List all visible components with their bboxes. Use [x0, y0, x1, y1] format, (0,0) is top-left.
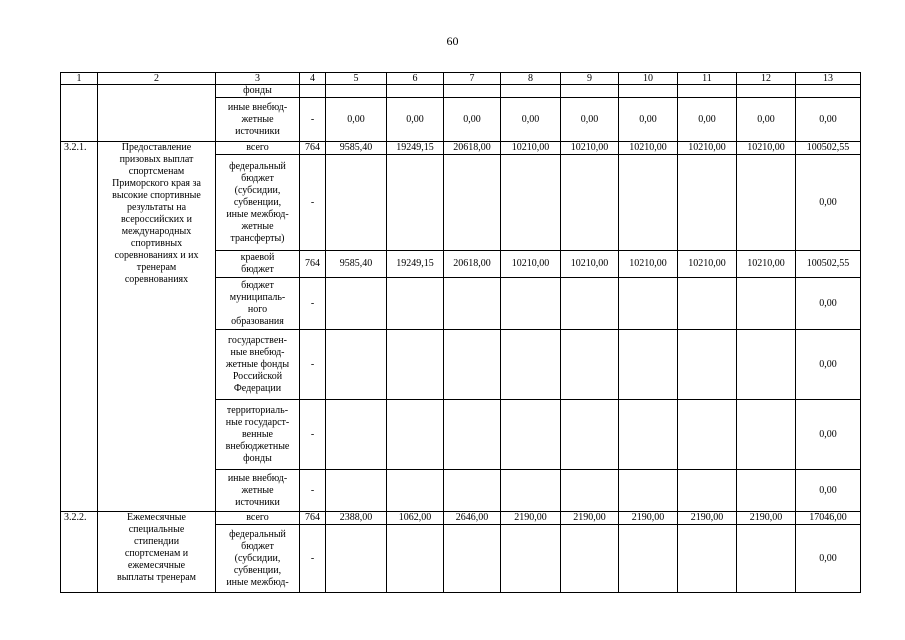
column-number-header: 9 [561, 73, 619, 85]
funding-source-cell: федеральный бюджет (субсидии, субвенции, иные межбюд- жетные трансферты) [216, 155, 300, 251]
amount-cell: 2190,00 [561, 512, 619, 525]
column-number-header: 4 [300, 73, 326, 85]
empty-cell [326, 278, 387, 330]
amount-cell: 0,00 [561, 98, 619, 142]
total-cell: 0,00 [796, 525, 861, 593]
amount-cell: 0,00 [501, 98, 561, 142]
item-code-cell: 3.2.1. [61, 142, 98, 512]
empty-cell [387, 400, 444, 470]
funding-source-cell: иные внебюд- жетные источники [216, 470, 300, 512]
empty-cell [619, 470, 678, 512]
budget-table [60, 72, 861, 593]
empty-cell [561, 470, 619, 512]
empty-cell [501, 85, 561, 98]
funding-source-cell: краевой бюджет [216, 251, 300, 278]
empty-cell [678, 278, 737, 330]
empty-cell [98, 85, 216, 142]
amount-cell: 2388,00 [326, 512, 387, 525]
empty-cell [501, 278, 561, 330]
amount-cell: 0,00 [444, 98, 501, 142]
column-number-header: 5 [326, 73, 387, 85]
column-number-header: 12 [737, 73, 796, 85]
empty-cell [326, 525, 387, 593]
empty-cell [326, 330, 387, 400]
amount-cell: 2190,00 [501, 512, 561, 525]
empty-cell [444, 525, 501, 593]
empty-cell [561, 155, 619, 251]
amount-cell: 10210,00 [561, 251, 619, 278]
amount-cell: 9585,40 [326, 142, 387, 155]
funding-source-cell: всего [216, 512, 300, 525]
column-number-header: 13 [796, 73, 861, 85]
funding-source-cell: федеральный бюджет (субсидии, субвенции, иные межбюд- [216, 525, 300, 593]
amount-cell: 10210,00 [501, 251, 561, 278]
amount-cell: 2190,00 [678, 512, 737, 525]
code-cell: 764 [300, 142, 326, 155]
empty-cell [501, 470, 561, 512]
amount-cell: 20618,00 [444, 251, 501, 278]
empty-cell [561, 278, 619, 330]
amount-cell: 10210,00 [501, 142, 561, 155]
empty-cell [737, 525, 796, 593]
page-number: 60 [446, 34, 459, 48]
amount-cell: 19249,15 [387, 142, 444, 155]
amount-cell: 0,00 [387, 98, 444, 142]
total-cell: 0,00 [796, 400, 861, 470]
empty-cell [444, 400, 501, 470]
total-cell: 0,00 [796, 98, 861, 142]
code-cell: - [300, 278, 326, 330]
empty-cell [737, 278, 796, 330]
amount-cell: 0,00 [619, 98, 678, 142]
amount-cell: 10210,00 [678, 142, 737, 155]
code-cell: - [300, 525, 326, 593]
empty-cell [444, 85, 501, 98]
column-number-header: 2 [98, 73, 216, 85]
code-cell [300, 85, 326, 98]
total-cell: 0,00 [796, 155, 861, 251]
empty-cell [561, 85, 619, 98]
empty-cell [501, 400, 561, 470]
amount-cell: 2190,00 [619, 512, 678, 525]
amount-cell: 0,00 [326, 98, 387, 142]
item-name-cell: Предоставление призовых выплат спортсменам Приморского края за высокие спортивные результаты на всероссийских и международных спортивных соревнованиях и их тренерам соревнованиях [98, 142, 216, 512]
empty-cell [619, 400, 678, 470]
funding-source-cell: иные внебюд- жетные источники [216, 98, 300, 142]
empty-cell [444, 470, 501, 512]
amount-cell: 0,00 [678, 98, 737, 142]
amount-cell: 19249,15 [387, 251, 444, 278]
amount-cell: 10210,00 [737, 142, 796, 155]
column-number-header: 11 [678, 73, 737, 85]
empty-cell [387, 278, 444, 330]
column-number-header: 10 [619, 73, 678, 85]
column-number-header: 8 [501, 73, 561, 85]
empty-cell [326, 400, 387, 470]
amount-cell: 2190,00 [737, 512, 796, 525]
table-row [61, 142, 861, 155]
funding-source-cell: государствен- ные внебюд- жетные фонды Российской Федерации [216, 330, 300, 400]
code-cell: 764 [300, 251, 326, 278]
empty-cell [326, 470, 387, 512]
code-cell: - [300, 155, 326, 251]
empty-cell [737, 400, 796, 470]
funding-source-cell: территориаль- ные государст- венные внебюджетные фонды [216, 400, 300, 470]
amount-cell: 20618,00 [444, 142, 501, 155]
empty-cell [737, 85, 796, 98]
funding-source-cell: бюджет муниципаль- ного образования [216, 278, 300, 330]
code-cell: - [300, 470, 326, 512]
column-number-row [61, 73, 861, 85]
total-cell: 0,00 [796, 470, 861, 512]
empty-cell [501, 330, 561, 400]
amount-cell: 1062,00 [387, 512, 444, 525]
empty-cell [326, 85, 387, 98]
amount-cell: 10210,00 [619, 142, 678, 155]
empty-cell [561, 525, 619, 593]
total-cell: 100502,55 [796, 251, 861, 278]
amount-cell: 10210,00 [737, 251, 796, 278]
total-cell: 17046,00 [796, 512, 861, 525]
total-cell: 100502,55 [796, 142, 861, 155]
empty-cell [678, 155, 737, 251]
item-name-cell: Ежемесячные специальные стипендии спортсменам и ежемесячные выплаты тренерам [98, 512, 216, 593]
empty-cell [619, 330, 678, 400]
column-number-header: 1 [61, 73, 98, 85]
table-row [61, 512, 861, 525]
empty-cell [444, 330, 501, 400]
funding-source-cell: всего [216, 142, 300, 155]
empty-cell [387, 330, 444, 400]
empty-cell [678, 470, 737, 512]
amount-cell: 10210,00 [678, 251, 737, 278]
code-cell: - [300, 400, 326, 470]
empty-cell [561, 330, 619, 400]
empty-cell [619, 525, 678, 593]
empty-cell [387, 155, 444, 251]
empty-cell [387, 85, 444, 98]
column-number-header: 3 [216, 73, 300, 85]
empty-cell [444, 155, 501, 251]
empty-cell [326, 155, 387, 251]
amount-cell: 0,00 [737, 98, 796, 142]
amount-cell: 2646,00 [444, 512, 501, 525]
code-cell: - [300, 330, 326, 400]
table-body [61, 73, 861, 593]
empty-cell [678, 525, 737, 593]
empty-cell [678, 330, 737, 400]
empty-cell [561, 400, 619, 470]
amount-cell: 10210,00 [619, 251, 678, 278]
empty-cell [619, 155, 678, 251]
amount-cell: 9585,40 [326, 251, 387, 278]
table-row [61, 85, 861, 98]
column-number-header: 7 [444, 73, 501, 85]
empty-cell [387, 525, 444, 593]
empty-cell [444, 278, 501, 330]
column-number-header: 6 [387, 73, 444, 85]
total-cell [796, 85, 861, 98]
total-cell: 0,00 [796, 278, 861, 330]
empty-cell [737, 470, 796, 512]
code-cell: 764 [300, 512, 326, 525]
empty-cell [387, 470, 444, 512]
code-cell: - [300, 98, 326, 142]
empty-cell [678, 400, 737, 470]
empty-cell [737, 155, 796, 251]
empty-cell [501, 155, 561, 251]
total-cell: 0,00 [796, 330, 861, 400]
empty-cell [501, 525, 561, 593]
empty-cell [61, 85, 98, 142]
empty-cell [678, 85, 737, 98]
amount-cell: 10210,00 [561, 142, 619, 155]
item-code-cell: 3.2.2. [61, 512, 98, 593]
empty-cell [619, 85, 678, 98]
funding-source-cell: фонды [216, 85, 300, 98]
empty-cell [619, 278, 678, 330]
empty-cell [737, 330, 796, 400]
